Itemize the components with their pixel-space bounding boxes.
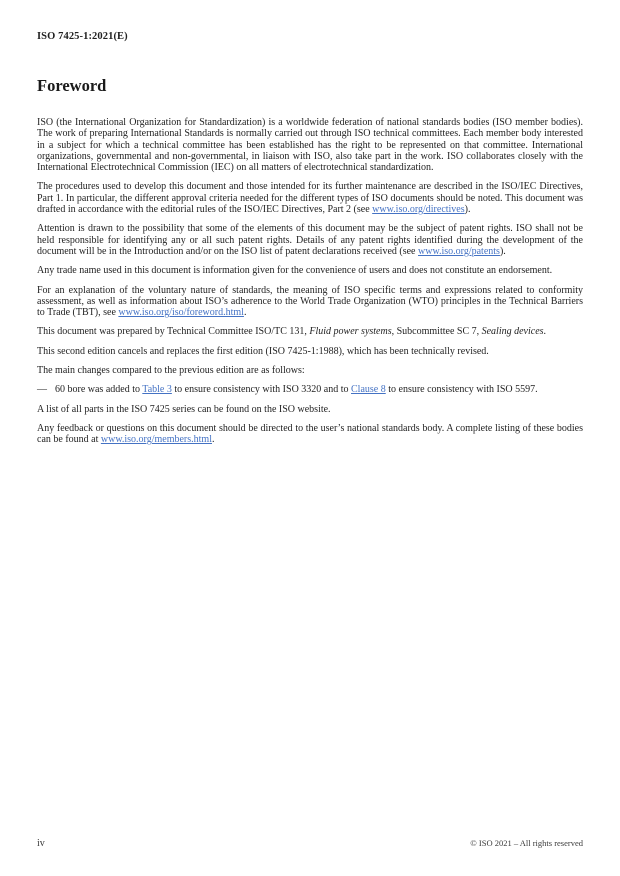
text-run: .: [543, 326, 547, 338]
page-number: iv: [37, 838, 45, 849]
text-run: The procedures used to develop this document and those intended for its further maintenance are described in the ISO/IEC Directives, Part 1. In particular, the different approval criteria needed for the different types of ISO documents should be noted. This document was drafted in accordance with the editorial rules of the ISO/IEC Directives, Part 2 (see: [37, 181, 583, 216]
text-run: ).: [499, 245, 506, 257]
text-run: .: [211, 434, 215, 446]
list-item-change: [37, 384, 583, 395]
page-footer: [37, 838, 583, 849]
paragraph-changes-intro: The main changes compared to the previous edition are as follows:: [37, 365, 305, 377]
text-run: For an explanation of the voluntary nature of standards, the meaning of ISO specific terms and expressions related to conformity assessment, as well as information about ISO’s adherence to the World Trade Organization (WTO) principles in the Technical Barriers to Trade (TBT), see: [37, 284, 583, 319]
text-run: to ensure consistency with ISO 5597.: [385, 384, 538, 396]
em-dash-list-marker: —: [37, 384, 47, 396]
paragraph-series: A list of all parts in the ISO 7425 series can be found on the ISO website.: [37, 403, 331, 415]
document-body: [37, 117, 583, 446]
document-reference: ISO 7425-1:2021(E): [37, 31, 128, 42]
text-run: ).: [464, 204, 471, 216]
link-table-3[interactable]: Table 3: [142, 384, 172, 396]
paragraph-procedures: [37, 181, 583, 215]
paragraph-trade-name: Any trade name used in this document is information given for the convenience of users and does not constitute an endorsement.: [37, 265, 553, 277]
paragraph-wto: [37, 285, 583, 319]
copyright-notice: © ISO 2021 – All rights reserved: [470, 838, 583, 848]
text-run: to ensure consistency with ISO 3320 and to: [171, 384, 352, 396]
committee-name-italic: Fluid power systems: [309, 326, 392, 338]
paragraph-iso-intro: ISO (the International Organization for Standardization) is a worldwide federation of national standards bodies (ISO member bodies). The work of preparing International Standards is normally carried out through ISO technical committees. Each member body interested in a subject for which a technical committee has been established has the right to be represented on that committee. International organizations, governmental and non-governmental, in liaison with ISO, also take part in the work. ISO collaborates closely with the International Electrotechnical Commission (IEC) on all matters of electrotechnical standardization.: [37, 117, 583, 174]
paragraph-patents: [37, 223, 583, 257]
text-run: This document was prepared by Technical Committee ISO/TC 131,: [37, 326, 310, 338]
paragraph-edition: This second edition cancels and replaces the first edition (ISO 7425-1:1988), which has been technically revised.: [37, 345, 489, 357]
link-iso-patents[interactable]: www.iso.org/patents: [418, 245, 500, 257]
paragraph-committee: [37, 326, 583, 337]
link-clause-8[interactable]: Clause 8: [351, 384, 386, 396]
text-run: 60 bore was added to: [55, 384, 143, 396]
link-iso-foreword[interactable]: www.iso.org/iso/foreword.html: [118, 307, 244, 319]
link-iso-directives[interactable]: www.iso.org/directives: [372, 204, 465, 216]
text-run: Attention is drawn to the possibility that some of the elements of this document may be the subject of patent rights. ISO shall not be held responsible for identifying any or all such patent rights. Details of any patent rights identified during the development of the document will be in the Introduction and/or on the ISO list of patent declarations received (see: [37, 223, 583, 257]
paragraph-feedback: [37, 423, 583, 446]
subcommittee-name-italic: Sealing devices: [481, 326, 544, 338]
page-title: Foreword: [37, 76, 107, 95]
list-item-text: [55, 384, 583, 395]
text-run: , Subcommittee SC 7,: [391, 326, 482, 338]
text-run: Any feedback or questions on this document should be directed to the user’s national standards body. A complete listing of these bodies can be found at: [37, 422, 583, 446]
link-iso-members[interactable]: www.iso.org/members.html: [100, 434, 212, 446]
text-run: .: [243, 307, 247, 319]
